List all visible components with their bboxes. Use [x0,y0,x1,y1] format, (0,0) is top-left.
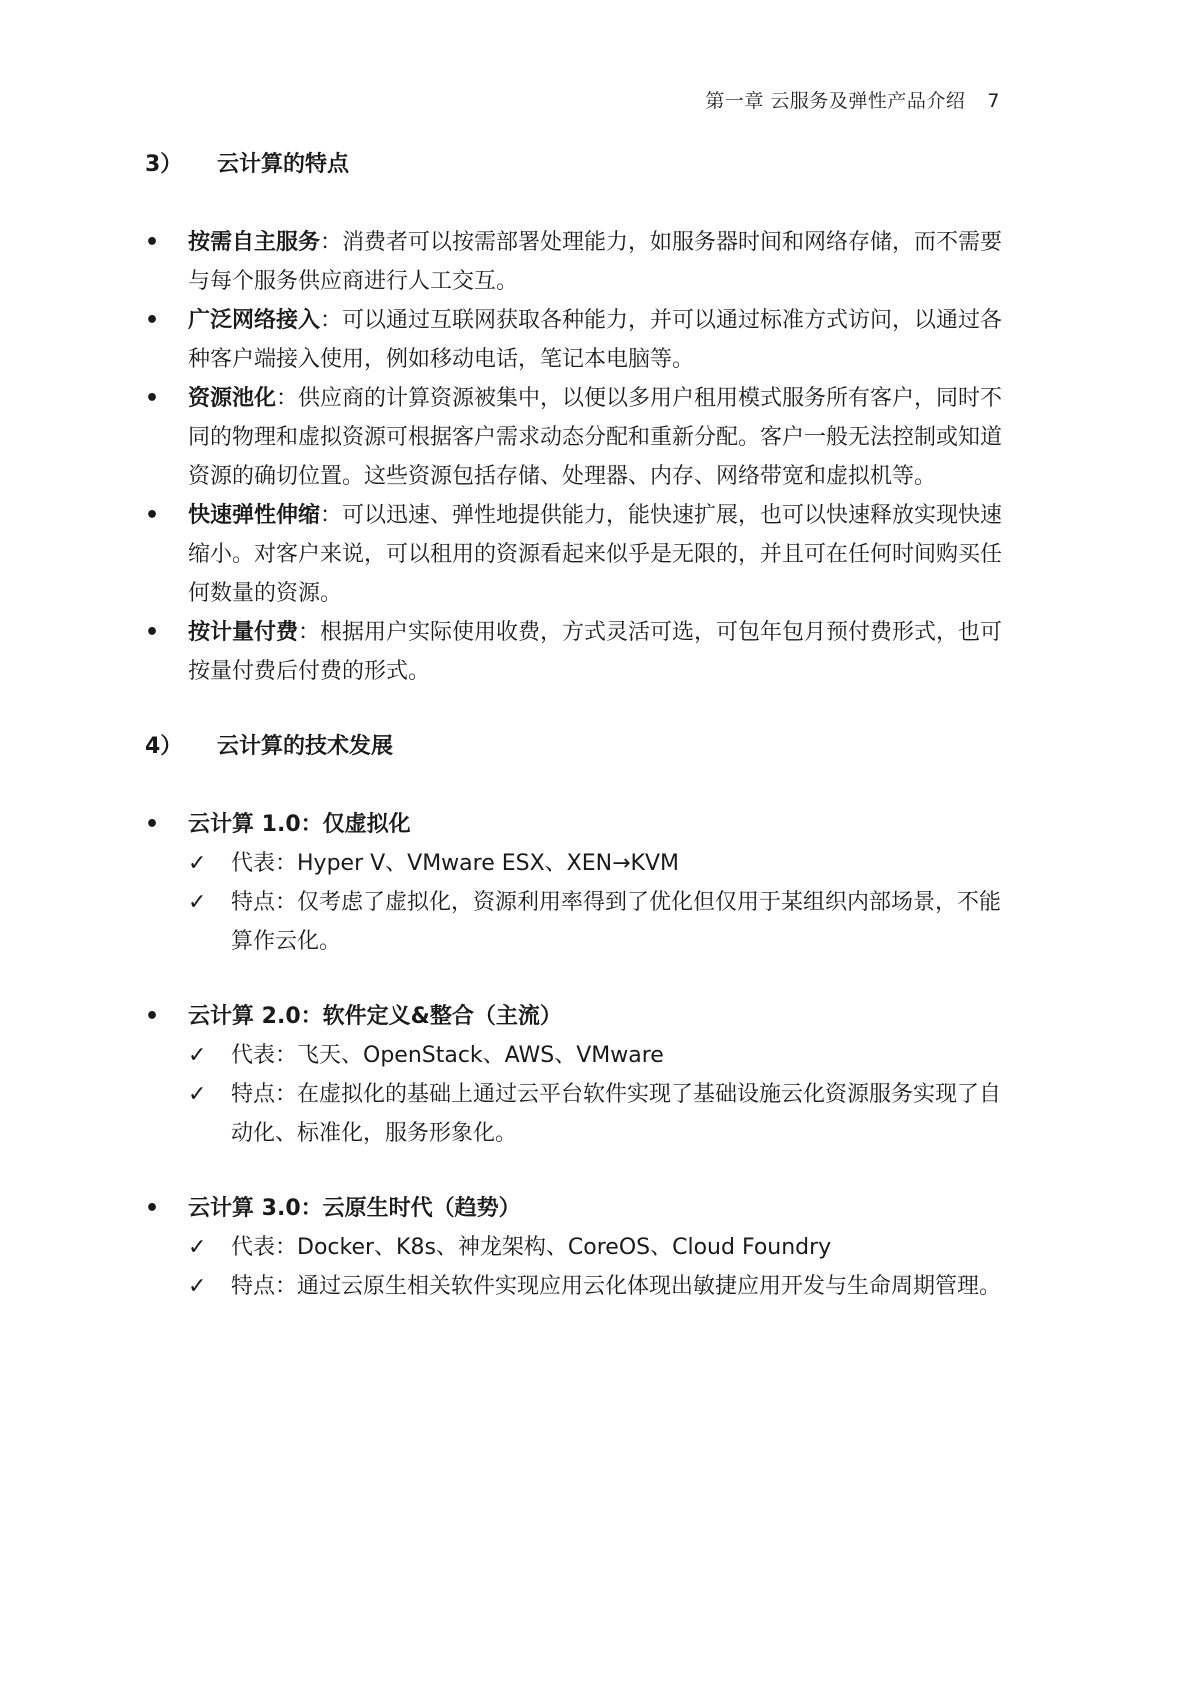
feature-term: 快速弹性伸缩 [188,503,321,528]
generation-points [188,1228,1005,1306]
feature-text: 可以通过互联网获取各种能力，并可以通过标准方式访问，以通过各种客户端接入使用，例如移动电话，笔记本电脑等。 [188,308,1003,372]
generations-list [145,805,1005,1306]
list-item [145,379,1005,496]
checkmark-icon: ✓ [188,1274,207,1299]
section-number: 3） [145,152,183,177]
point-text: 代表：Docker、K8s、神龙架构、CoreOS、Cloud Foundry [231,1235,832,1260]
feature-term: 资源池化 [188,386,277,411]
bullet-icon: • [145,620,160,645]
generation-heading [145,997,1005,1036]
bullet-icon: • [145,1004,160,1029]
bullet-icon: • [145,230,160,255]
list-item [145,496,1005,613]
generation-title: 云计算 1.0：仅虚拟化 [188,812,411,837]
list-item [145,301,1005,379]
checkmark-icon: ✓ [188,1082,207,1107]
section-number: 4） [145,734,183,759]
section-heading-evolution [145,727,1005,767]
feature-text: 可以迅速、弹性地提供能力，能快速扩展，也可以快速释放实现快速缩小。对客户来说，可以租用的资源看起来似乎是无限的，并且可在任何时间购买任何数量的资源。 [188,503,1003,606]
point-text: 代表：Hyper V、VMware ESX、XEN→KVM [231,851,680,876]
separator: ： [276,386,299,411]
generation-points [188,1036,1005,1153]
feature-term: 按计量付费 [188,620,299,645]
generation-heading [145,1189,1005,1228]
page-number: 7 [987,90,1000,112]
feature-term: 按需自主服务 [188,230,321,255]
list-item [145,223,1005,301]
page-content [145,145,1005,1306]
checkmark-icon: ✓ [188,1235,207,1260]
point-text: 特点：在虚拟化的基础上通过云平台软件实现了基础设施云化资源服务实现了自动化、标准化，服务形象化。 [231,1082,1002,1146]
point-text: 代表：飞天、OpenStack、AWS、VMware [231,1043,664,1068]
list-item [188,883,1005,961]
checkmark-icon: ✓ [188,1043,207,1068]
running-header [705,86,1000,113]
bullet-icon: • [145,503,160,528]
bullet-icon: • [145,386,160,411]
feature-text: 消费者可以按需部署处理能力，如服务器时间和网络存储，而不需要与每个服务供应商进行人工交互。 [188,230,1003,294]
generation-heading [145,805,1005,844]
generation-title: 云计算 2.0：软件定义&整合（主流） [188,1004,562,1029]
generation-block [145,1189,1005,1306]
checkmark-icon: ✓ [188,890,207,915]
list-item [188,1036,1005,1075]
generation-title: 云计算 3.0：云原生时代（趋势） [188,1196,521,1221]
list-item [188,1267,1005,1306]
list-item [145,613,1005,691]
checkmark-icon: ✓ [188,851,207,876]
bullet-icon: • [145,308,160,333]
separator: ： [298,620,321,645]
generation-block [145,997,1005,1153]
feature-text: 根据用户实际使用收费，方式灵活可选，可包年包月预付费形式，也可按量付费后付费的形式。 [188,620,1003,684]
generation-block [145,805,1005,961]
separator: ： [320,230,343,255]
separator: ： [320,308,343,333]
features-list [145,223,1005,691]
section-heading-features [145,145,1005,185]
feature-text: 供应商的计算资源被集中，以便以多用户租用模式服务所有客户，同时不同的物理和虚拟资源可根据客户需求动态分配和重新分配。客户一般无法控制或知道资源的确切位置。这些资源包括存储、处理器、内存、网络带宽和虚拟机等。 [188,386,1003,489]
separator: ： [320,503,343,528]
list-item [188,844,1005,883]
bullet-icon: • [145,812,160,837]
chapter-title: 第一章 云服务及弹性产品介绍 [705,90,966,112]
bullet-icon: • [145,1196,160,1221]
list-item [188,1228,1005,1267]
section-title: 云计算的技术发展 [217,734,394,759]
list-item [188,1075,1005,1153]
point-text: 特点：仅考虑了虚拟化，资源利用率得到了优化但仅用于某组织内部场景，不能算作云化。 [231,890,1002,954]
section-title: 云计算的特点 [217,152,350,177]
generation-points [188,844,1005,961]
feature-term: 广泛网络接入 [188,308,321,333]
point-text: 特点：通过云原生相关软件实现应用云化体现出敏捷应用开发与生命周期管理。 [231,1274,1002,1299]
